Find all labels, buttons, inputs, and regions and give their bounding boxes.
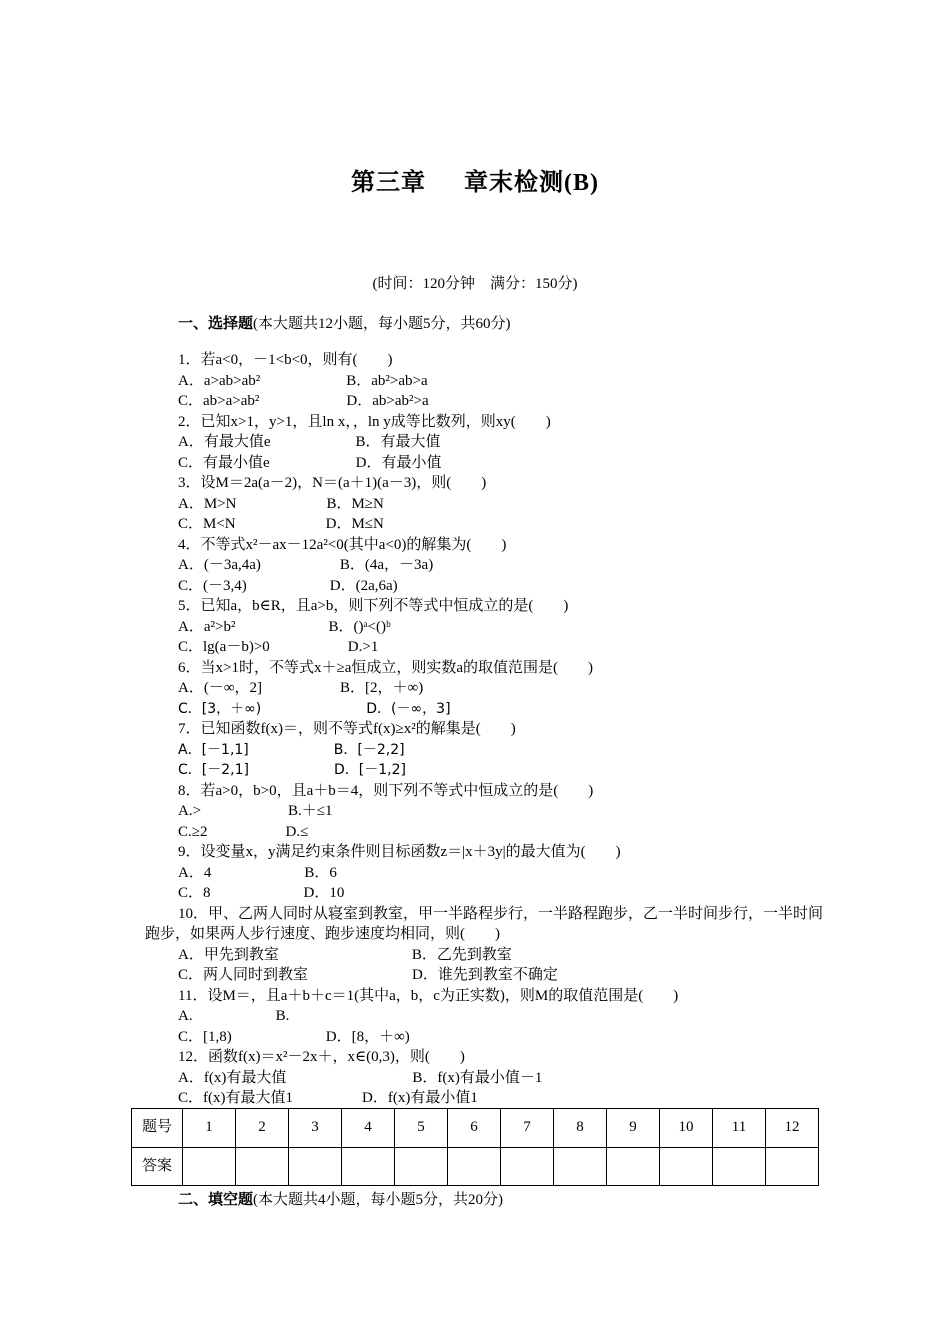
answer-cell[interactable] [236, 1147, 289, 1186]
option-text: B．乙先到教室 [411, 946, 512, 963]
question-list [145, 350, 825, 1109]
question-line [145, 412, 825, 433]
question-line [145, 678, 825, 699]
question-line [145, 1088, 825, 1109]
option-text: D．ab>ab²>a [346, 393, 429, 409]
question-text: A．有最大值e [178, 434, 271, 450]
question-line [145, 1027, 825, 1048]
option-text: B．(4a，－3a) [339, 557, 434, 573]
section-fill-heading: 二、填空题(本大题共4小题，每小题5分，共20分) [178, 1192, 504, 1208]
question-text: A．M>N [178, 495, 237, 512]
answer-table-number-row [132, 1109, 819, 1148]
question-text: C．[－2,1] [178, 762, 249, 778]
option-text: D．[－1,2] [333, 762, 406, 778]
question-text: C．lg(a－b)>0 [178, 639, 270, 655]
question-text: A.> [178, 803, 202, 819]
question-text: 10．甲、乙两人同时从寝室到教室，甲一半路程步行，一半路程跑步，乙一半时间步行，一半时间跑步，如果两人步行速度、跑步速度均相同，则( ) [145, 905, 824, 942]
option-text: B.＋≤1 [288, 803, 333, 819]
question-text: 4．不等式x²－ax－12a²<0(其中a<0)的解集为( ) [178, 536, 507, 553]
question-number-cell: 9 [607, 1109, 660, 1148]
answer-cell[interactable] [342, 1147, 395, 1186]
option-text: D．(－∞，3] [366, 700, 451, 717]
answer-cell[interactable] [554, 1147, 607, 1186]
question-number-cell: 2 [236, 1109, 289, 1148]
question-line [145, 350, 825, 371]
answer-cell[interactable] [713, 1147, 766, 1186]
question-line [145, 514, 825, 535]
question-line [145, 883, 825, 904]
question-text: C．8 [178, 885, 211, 901]
question-number-cell: 10 [660, 1109, 713, 1148]
question-line [145, 945, 825, 966]
question-text: A．[－1,1] [178, 741, 249, 758]
answer-table-answer-row [132, 1147, 819, 1186]
option-text: B．有最大值 [355, 434, 441, 450]
question-line [145, 760, 825, 781]
question-text: C．ab>a>ab² [178, 393, 260, 409]
answer-cell[interactable] [766, 1147, 819, 1186]
question-text: C．两人同时到教室 [178, 967, 309, 983]
question-line [145, 535, 825, 556]
question-line [145, 965, 825, 986]
question-text: 7．已知函数f(x)＝，则不等式f(x)≥x²的解集是( ) [178, 721, 516, 737]
question-text: C.≥2 [178, 823, 208, 840]
option-text: B．6 [304, 864, 337, 881]
answer-cell[interactable] [660, 1147, 713, 1186]
question-line [145, 781, 825, 802]
answer-cell[interactable] [183, 1147, 236, 1186]
question-text: 5．已知a，b∈R，且a>b，则下列不等式中恒成立的是( ) [178, 598, 569, 614]
question-line [145, 596, 825, 617]
question-number-cell: 3 [289, 1109, 342, 1148]
option-text: D．[8，＋∞) [325, 1028, 410, 1045]
question-line [145, 904, 825, 945]
question-text: C．有最小值e [178, 454, 270, 471]
answer-cell[interactable] [501, 1147, 554, 1186]
question-line [145, 1068, 825, 1089]
question-number-cell: 1 [183, 1109, 236, 1148]
option-text: D．谁先到教室不确定 [412, 967, 558, 983]
option-text: D．10 [303, 885, 345, 901]
option-text: B．()ᵃ<()ᵇ [328, 618, 391, 635]
question-line [145, 637, 825, 658]
question-text: 1．若a<0，－1<b<0，则有( ) [178, 352, 393, 368]
question-line [145, 719, 825, 740]
exam-meta: (时间：120分钟 满分：150分) [372, 276, 578, 292]
question-line [145, 1047, 825, 1068]
number-header: 题号 [132, 1109, 183, 1148]
question-text: 6．当x>1时，不等式x＋≥a恒成立，则实数a的取值范围是( ) [178, 659, 593, 676]
question-line [145, 371, 825, 392]
question-text: A. [178, 1008, 193, 1024]
question-line [145, 822, 825, 843]
question-line [145, 699, 825, 720]
question-text: C．[1,8) [178, 1028, 232, 1045]
option-text: B．f(x)有最小值－1 [412, 1069, 543, 1086]
question-line [145, 986, 825, 1007]
question-line [145, 617, 825, 638]
option-text: D.>1 [347, 639, 379, 655]
answer-cell[interactable] [395, 1147, 448, 1186]
question-number-cell: 4 [342, 1109, 395, 1148]
section-choice-heading: 一、选择题(本大题共12小题，每小题5分，共60分) [178, 316, 511, 332]
option-text: D．M≤N [325, 516, 384, 532]
answer-cell[interactable] [448, 1147, 501, 1186]
question-text: A．a>ab>ab² [178, 372, 261, 389]
question-text: A．(－∞，2] [178, 680, 263, 696]
option-text: B．[－2,2] [333, 741, 405, 758]
option-text: D．(2a,6a) [329, 577, 398, 594]
question-line [145, 801, 825, 822]
question-number-cell: 8 [554, 1109, 607, 1148]
question-text: 9．设变量x，y满足约束条件则目标函数z＝|x＋3y|的最大值为( ) [178, 844, 621, 860]
question-line [145, 453, 825, 474]
option-text: B．ab²>ab>a [346, 372, 428, 389]
question-line [145, 555, 825, 576]
option-text: D.≤ [285, 823, 309, 840]
question-text: C．f(x)有最大值1 [178, 1090, 293, 1106]
question-line [145, 1006, 825, 1027]
option-text: D．有最小值 [355, 454, 442, 471]
question-number-cell: 6 [448, 1109, 501, 1148]
question-text: C．M<N [178, 516, 236, 532]
question-text: A．4 [178, 864, 212, 881]
page-title: 第三章 章末检测(B) [351, 170, 599, 196]
question-number-cell: 11 [713, 1109, 766, 1148]
question-line [145, 842, 825, 863]
question-number-cell: 5 [395, 1109, 448, 1148]
question-line [145, 432, 825, 453]
question-line [145, 473, 825, 494]
question-text: 12．函数f(x)＝x²－2x＋，x∈(0,3)，则( ) [178, 1049, 465, 1065]
answer-cell[interactable] [607, 1147, 660, 1186]
option-text: B．[2，＋∞) [340, 680, 424, 696]
question-text: A．(－3a,4a) [178, 557, 261, 573]
question-text: C．[3，＋∞) [178, 700, 262, 717]
option-text: B．M≥N [326, 495, 384, 512]
question-text: A．甲先到教室 [178, 946, 279, 963]
question-text: 8．若a>0，b>0，且a＋b＝4，则下列不等式中恒成立的是( ) [178, 782, 594, 799]
option-text: D．f(x)有最小值1 [362, 1090, 478, 1106]
answer-table [131, 1108, 819, 1186]
question-number-cell: 7 [501, 1109, 554, 1148]
question-line [145, 576, 825, 597]
question-text: A．f(x)有最大值 [178, 1069, 287, 1086]
question-line [145, 494, 825, 515]
question-text: A．a²>b² [178, 618, 236, 635]
question-line [145, 740, 825, 761]
question-number-cell: 12 [766, 1109, 819, 1148]
question-text: C．(－3,4) [178, 577, 247, 594]
question-text: 2．已知x>1，y>1，且ln x，，ln y成等比数列，则xy( ) [178, 413, 551, 430]
question-line [145, 391, 825, 412]
question-text: 3．设M＝2a(a－2)，N＝(a＋1)(a－3)，则( ) [178, 475, 487, 491]
answer-cell[interactable] [289, 1147, 342, 1186]
question-line [145, 863, 825, 884]
answer-header: 答案 [132, 1147, 183, 1186]
question-line [145, 658, 825, 679]
option-text: B. [275, 1008, 290, 1024]
question-text: 11．设M＝，且a＋b＋c＝1(其中a，b，c为正实数)，则M的取值范围是( ) [178, 987, 679, 1004]
